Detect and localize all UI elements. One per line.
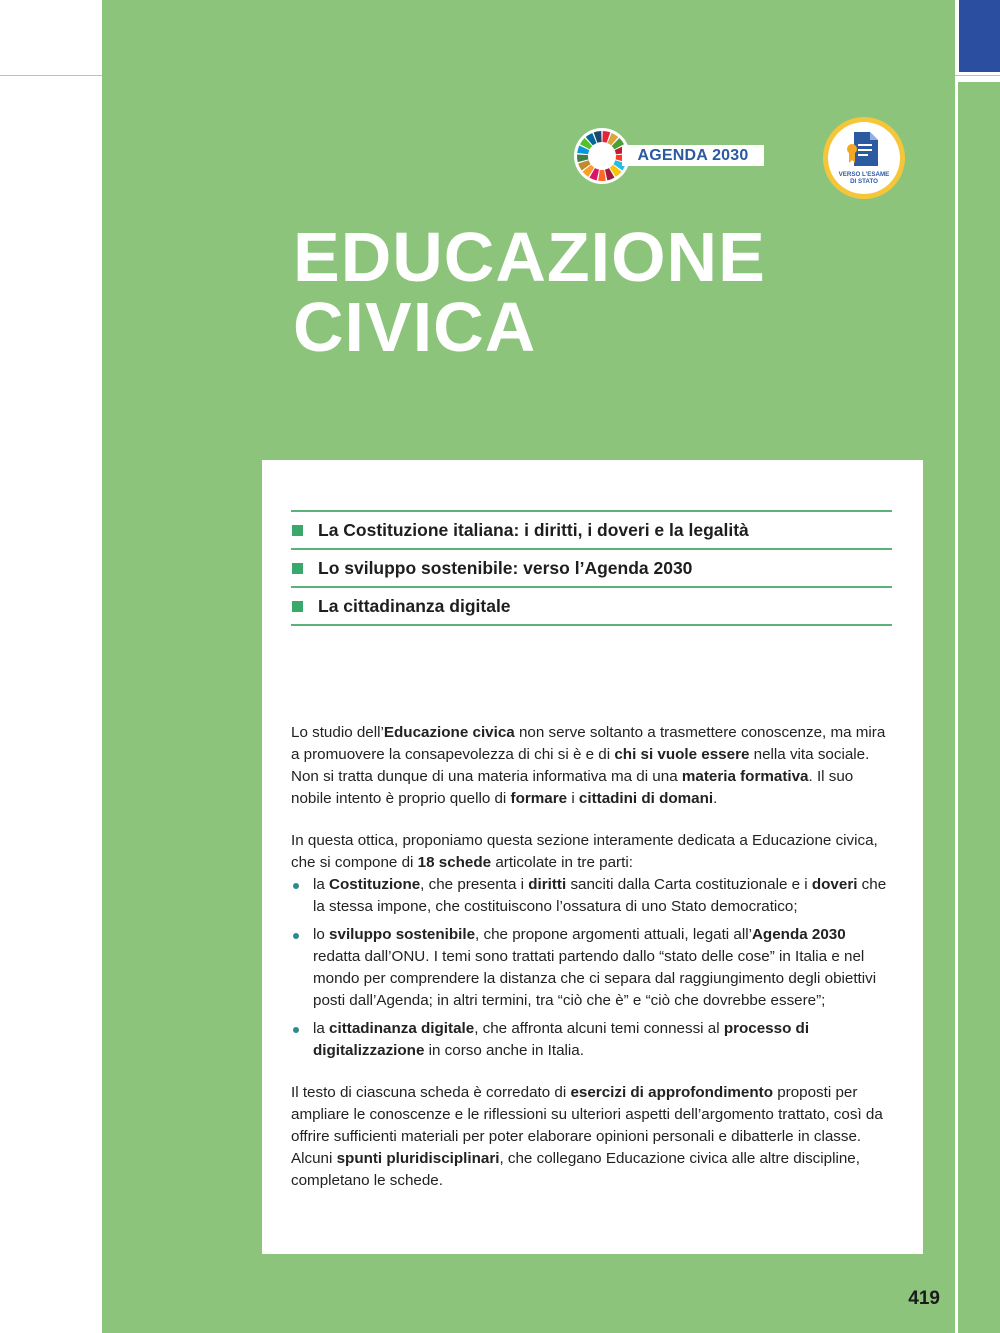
list-item-text: la Costituzione, che presenta i diritti sanciti dalla Carta costituzionale e i doveri che la stessa impone, che costituiscono l’ossatura di uno Stato democratico;	[313, 876, 887, 915]
green-square-icon	[292, 601, 303, 612]
green-square-icon	[292, 563, 303, 574]
verso-esame-badge	[822, 116, 906, 200]
page-number: 419	[908, 1288, 940, 1309]
body-text	[291, 722, 896, 1212]
list-item	[291, 1018, 896, 1062]
esame-text-line-2: DI STATO	[850, 178, 878, 185]
closing-paragraph: Il testo di ciascuna scheda è corredato di esercizi di approfondimento proposti per ampliare le conoscenze e le riflessioni su ulteriori aspetti dell’argomento trattato, così da offrire sufficienti materiali per poter elaborare opinioni personali e dibatterle in classe. Alcuni spunti pluridisciplinari, che collegano Educazione civica alle altre discipline, completano le schede.	[291, 1084, 883, 1189]
section-tab	[959, 0, 1000, 72]
agenda-label: AGENDA 2030	[622, 145, 764, 166]
bullet-dot-icon	[293, 1027, 299, 1033]
topic-label: Lo sviluppo sostenibile: verso l’Agenda 2030	[318, 557, 693, 578]
topic-item	[291, 588, 892, 624]
esame-text-line-1: VERSO L'ESAME	[838, 171, 890, 178]
list-item-text: lo sviluppo sostenibile, che propone argomenti attuali, legati all’Agenda 2030 redatta dall’ONU. I temi sono trattati partendo dallo “stato delle cose” in Italia e nel mondo per comprendere la distanza che ci separa dal raggiungimento degli obiettivi posti dall’Agenda; in altri termini, tra “ciò che è” e “ciò che dovrebbe essere”;	[313, 926, 877, 1009]
topic-item	[291, 512, 892, 548]
list-item-text: la cittadinanza digitale, che affronta alcuni temi connessi al processo di digitalizzazione in corso anche in Italia.	[313, 1020, 810, 1059]
green-edge-strip	[958, 82, 1000, 1333]
list-item	[291, 874, 896, 918]
document-certificate-icon	[822, 116, 906, 200]
structure-paragraph: In questa ottica, proponiamo questa sezione interamente dedicata a Educazione civica, che si compone di 18 schede articolate in tre parti:	[291, 832, 878, 871]
list-item	[291, 924, 896, 1012]
intro-paragraph: Lo studio dell’Educazione civica non serve soltanto a trasmettere conoscenze, ma mira a promuovere la consapevolezza di chi si è e di chi si vuole essere nella vita sociale. Non si tratta dunque di una materia informativa ma di una materia formativa. Il suo nobile intento è proprio quello di formare i cittadini di domani.	[291, 724, 886, 807]
topic-divider	[291, 624, 892, 626]
green-square-icon	[292, 525, 303, 536]
bullet-dot-icon	[293, 933, 299, 939]
title-line: EDUCAZIONE	[293, 218, 766, 296]
parts-list	[291, 874, 896, 1062]
agenda-2030-badge	[574, 128, 766, 184]
bullet-dot-icon	[293, 883, 299, 889]
topic-label: La Costituzione italiana: i diritti, i doveri e la legalità	[318, 519, 749, 540]
page-title	[293, 218, 766, 366]
topic-label: La cittadinanza digitale	[318, 595, 511, 616]
topic-item	[291, 550, 892, 586]
content-card	[262, 460, 923, 1254]
title-line: CIVICA	[293, 288, 537, 366]
topics-list	[291, 510, 892, 626]
